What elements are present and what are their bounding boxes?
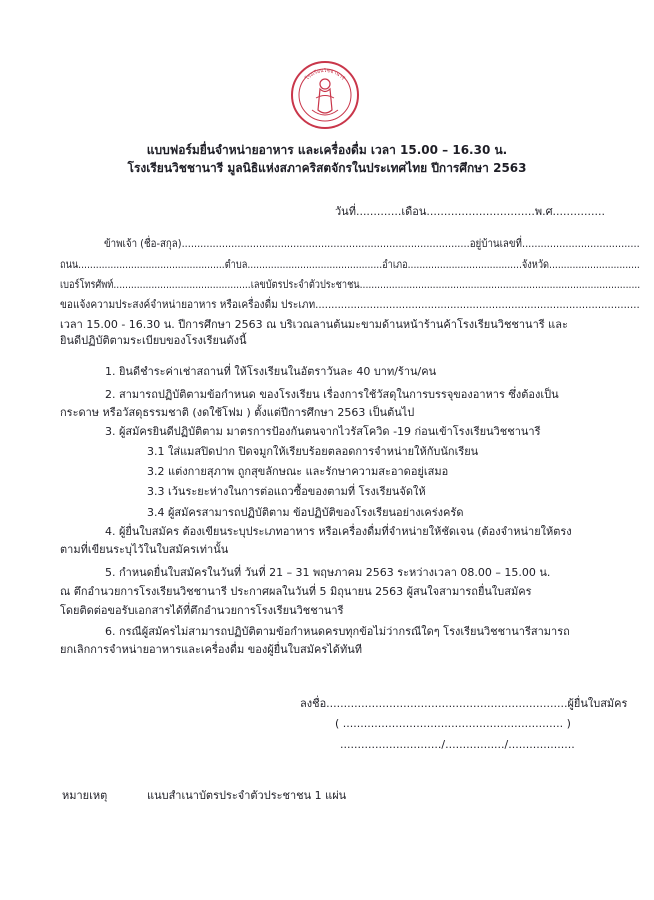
school-seal-logo bbox=[290, 60, 360, 130]
form-subtitle: โรงเรียนวิชชานารี มูลนิธิแห่งสภาคริสตจักรในประเทศไทย ปีการศึกษา 2563 bbox=[127, 161, 527, 175]
rule-3-3: 3.3 เว้นระยะห่างในการต่อแถวซื้อของตามที่ โรงเรียนจัดให้ bbox=[147, 485, 426, 498]
signature-line: ลงชื่อ.....................................................................ผู้ยื่นใบสมัคร bbox=[300, 697, 628, 710]
note-text: แนบสำเนาบัตรประจำตัวประชาชน 1 แผ่น bbox=[147, 789, 347, 802]
rule-3: 3. ผู้สมัครยินดีปฏิบัติตาม มาตรการป้องกันตนจากไวรัสโควิด -19 ก่อนเข้าโรงเรียนวิชชานารี bbox=[105, 425, 541, 438]
address-line: ถนน..................................................ตำบล..............................................อำเภอ.......................................จังหวัด............................... bbox=[60, 258, 640, 271]
rule-3-4: 3.4 ผู้สมัครสามารถปฏิบัติตาม ข้อปฏิบัติของโรงเรียนอย่างเคร่งครัด bbox=[147, 506, 464, 519]
rule-6-cont: ยกเลิกการจำหน่ายอาหารและเครื่องดื่ม ของผู้ยื่นใบสมัครได้ทันที bbox=[60, 643, 362, 656]
form-title: แบบฟอร์มยื่นจำหน่ายอาหาร และเครื่องดื่ม เวลา 15.00 – 16.30 น. bbox=[146, 143, 508, 157]
rule-2-cont: กระดาษ หรือวัสดุธรรมชาติ (งดใช้โฟม ) ตั้งแต่ปีการศึกษา 2563 เป็นต้นไป bbox=[60, 406, 415, 419]
rule-2: 2. สามารถปฏิบัติตามข้อกำหนด ของโรงเรียน เรื่องการใช้วัสดุในการบรรจุของอาหาร ซึ่งต้องเป็น bbox=[105, 388, 559, 401]
product-type-line: ขอแจ้งความประสงค์จำหน่ายอาหาร หรือเครื่องดื่ม ประเภท..................................................................................................... bbox=[60, 298, 640, 311]
note-label: หมายเหตุ bbox=[62, 789, 108, 802]
rule-4-cont: ตามที่เขียนระบุไว้ในใบสมัครเท่านั้น bbox=[60, 543, 229, 556]
rule-4: 4. ผู้ยื่นใบสมัคร ต้องเขียนระบุประเภทอาหาร หรือเครื่องดื่มที่จำหน่ายให้ชัดเจน (ต้องจำหน่ายให้ตรง bbox=[105, 525, 572, 538]
phone-id-line: เบอร์โทรศัพท์...............................................เลขบัตรประจำตัวประชาชน................................................................................................ bbox=[60, 278, 641, 291]
signature-date-line: ............................./................./................... bbox=[340, 738, 575, 751]
rule-3-2: 3.2 แต่งกายสุภาพ ถูกสุขลักษณะ และรักษาความสะอาดอยู่เสมอ bbox=[147, 465, 449, 478]
rule-1: 1. ยินดีชำระค่าเช่าสถานที่ ให้โรงเรียนในอัตราวันละ 40 บาท/ร้าน/คน bbox=[105, 365, 437, 378]
rule-5-cont-1: ณ ตึกอำนวยการโรงเรียนวิชชานารี ประกาศผลในวันที่ 5 มิถุนายน 2563 ผู้สนใจสามารถยื่นใบสมัคร bbox=[60, 585, 532, 598]
rule-5-cont-2: โดยติดต่อขอรับเอกสารได้ที่ตึกอำนวยการโรงเรียนวิชชานารี bbox=[60, 604, 344, 617]
applicant-name-line: ข้าพเจ้า (ชื่อ-สกุล).............................................................................................อยู่บ้านเลขที่...................................... bbox=[104, 237, 640, 250]
date-line: วันที่.............เดือน...............................พ.ศ............... bbox=[335, 205, 606, 218]
rule-5: 5. กำหนดยื่นใบสมัครในวันที่ วันที่ 21 – 31 พฤษภาคม 2563 ระหว่างเวลา 08.00 – 15.00 น. bbox=[105, 566, 551, 579]
time-location-line: เวลา 15.00 - 16.30 น. ปีการศึกษา 2563 ณ บริเวณลานต้นมะขามด้านหน้าร้านค้าโรงเรียนวิชชานารี และ bbox=[60, 318, 568, 331]
svg-text:โรงเรียนวิชชานารี: โรงเรียนวิชชานารี bbox=[304, 67, 346, 82]
rule-3-1: 3.1 ใส่แมสปิดปาก ปิดจมูกให้เรียบร้อยตลอดการจำหน่ายให้กับนักเรียน bbox=[147, 445, 479, 458]
agreement-line: ยินดีปฏิบัติตามระเบียบของโรงเรียนดังนี้ bbox=[60, 334, 247, 347]
signature-name-line: ( ............................................................... ) bbox=[335, 717, 571, 730]
rule-6: 6. กรณีผู้สมัครไม่สามารถปฏิบัติตามข้อกำหนดครบทุกข้อไม่ว่ากรณีใดๆ โรงเรียนวิชชานารีสามารถ bbox=[105, 625, 570, 638]
